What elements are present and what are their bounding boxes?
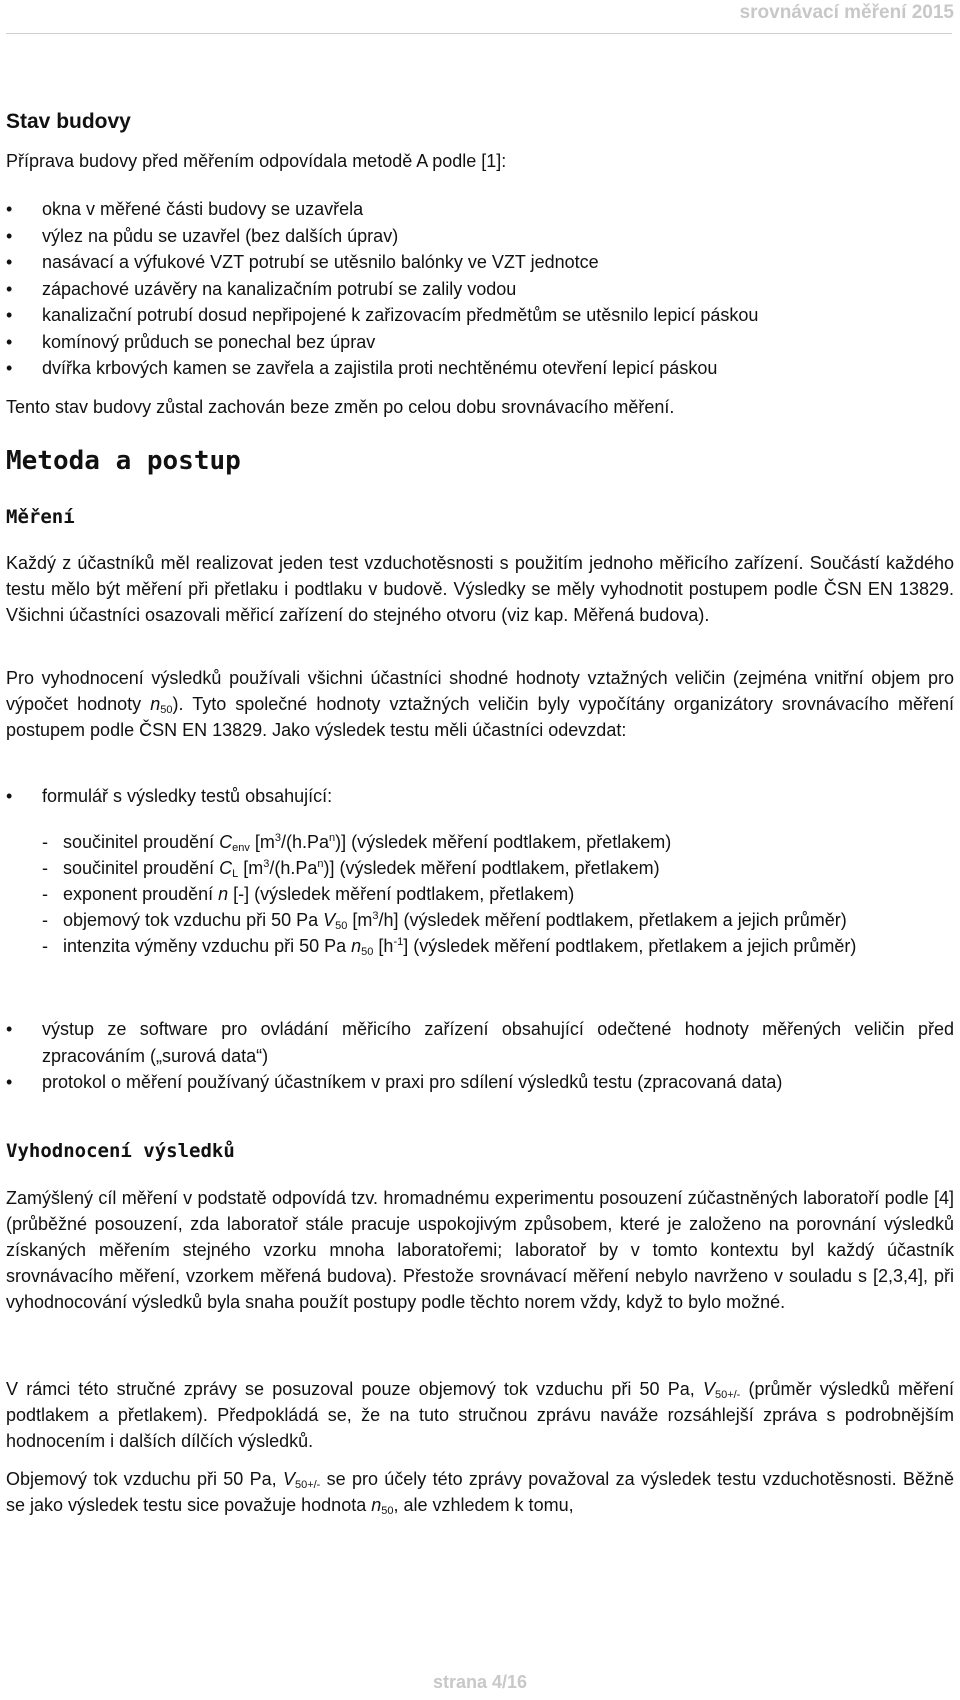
vyhodnoceni-paragraph-2: V rámci této stručné zprávy se posuzoval pouze objemový tok vzduchu při 50 Pa, $V_{50+/-}$ (průměr výsledků měření podtlakem a přetlakem). Předpokládá se, že na tuto stručnou zprávu naváže rozsáhlejší zpráva s podrobnějším hodnocením i dalších dílčích výsledků. <box>6 1379 954 1451</box>
dash-icon: - <box>42 884 48 904</box>
list-item: • zápachové uzávěry na kanalizačním potrubí se zalily vodou <box>0 276 954 303</box>
bullet-icon: • <box>6 1072 13 1092</box>
list-item: • výlez na půdu se uzavřel (bez dalších úprav) <box>0 223 954 250</box>
list-item: • okna v měřené části budovy se uzavřela <box>0 196 954 223</box>
header-title: srovnávací měření 2015 <box>739 2 954 23</box>
header-divider <box>6 33 952 34</box>
stav-bullet-list <box>0 196 954 382</box>
dash-icon: - <box>42 858 48 878</box>
bullet-icon: • <box>6 331 13 352</box>
mereni-paragraph-1: Každý z účastníků měl realizovat jeden test vzduchotěsnosti s použitím jednoho měřicího zařízení. Součástí každého testu mělo být měření při přetlaku i podtlaku v budově. Výsledky se měly vyhodnotit postupem podle ČSN EN 13829. Všichni účastníci osazovali měřicí zařízení do stejného otvoru (viz kap. Měřená budova). <box>6 553 954 625</box>
vyhodnoceni-paragraph-1: Zamýšlený cíl měření v podstatě odpovídá tzv. hromadnému experimentu posouzení zúčastněných laboratoří podle [4] (průběžné posouzení, zda laboratoř stále pracuje uspokojivým způsobem, které je založeno na porovnání výsledků získaných měřením stejného vzorku mnoha laboratořemi; laboratoř by v tomto kontextu byl každý účastník srovnávacího měření, vzorkem měřená budova). Přestože srovnávací měření nebylo navrženo v souladu s [2,3,4], při vyhodnocování výsledků byla snaha použít postupy podle těchto norem vždy, když to bylo možné. <box>6 1188 954 1312</box>
dash-icon: - <box>42 936 48 956</box>
section-heading-stav-budovy: Stav budovy <box>6 110 131 133</box>
odevzdat-bullet-list <box>0 783 954 810</box>
dash-icon: - <box>42 910 48 930</box>
list-item: • nasávací a výfukové VZT potrubí se utěsnilo balónky ve VZT jednotce <box>0 249 954 276</box>
stav-closing: Tento stav budovy zůstal zachován beze změn po celou dobu srovnávacího měření. <box>6 397 675 417</box>
section-heading-metoda: Metoda a postup <box>6 446 241 476</box>
dash-icon: - <box>42 832 48 852</box>
list-item: - součinitel proudění $C_L$ $[m^3/(h.Pa^n)]$ (výsledek měření podtlakem, přetlakem) <box>0 855 954 881</box>
bullet-icon: • <box>6 358 13 378</box>
list-item: - součinitel proudění $C_{env}$ $[m^3/(h.Pa^n)]$ (výsledek měření podtlakem, přetlakem) <box>0 829 954 855</box>
page-number: strana 4/16 <box>432 1672 528 1692</box>
bullet-icon: • <box>6 278 13 299</box>
stav-intro: Příprava budovy před měřením odpovídala metodě A podle [1]: <box>6 151 507 171</box>
list-item: • protokol o měření používaný účastníkem v praxi pro sdílení výsledků testu (zpracovaná data) <box>0 1069 954 1096</box>
vystupy-bullet-list <box>0 1016 954 1096</box>
bullet-icon: • <box>6 252 13 272</box>
bullet-icon: • <box>6 786 13 806</box>
list-item: • výstup ze software pro ovládání měřicího zařízení obsahující odečtené hodnoty měřených veličin před zpracováním („surová data“) <box>0 1016 954 1069</box>
subsection-heading-mereni: Měření <box>6 506 75 528</box>
list-item: • dvířka krbových kamen se zavřela a zajistila proti nechtěnému otevření lepicí páskou <box>0 355 954 382</box>
mereni-paragraph-2: Pro vyhodnocení výsledků používali všichni účastníci shodné hodnoty vztažných veličin (zejména vnitřní objem pro výpočet hodnoty $n_{50}$). Tyto společné hodnoty vztažných veličin byly vypočítány organizátory srovnávacího měření postupem podle ČSN EN 13829. Jako výsledek testu měli účastníci odevzdat: <box>6 668 955 740</box>
list-item: • kanalizační potrubí dosud nepřipojené k zařizovacím předmětům se utěsnilo lepicí páskou <box>0 302 954 329</box>
list-item: - objemový tok vzduchu při 50 Pa $V_{50}$ $[m^3/h]$ (výsledek měření podtlakem, přetlakem a jejich průměr) <box>0 907 954 933</box>
bullet-icon: • <box>6 1019 13 1039</box>
bullet-icon: • <box>6 225 13 246</box>
list-item: • komínový průduch se ponechal bez úprav <box>0 329 954 356</box>
list-item: • formulář s výsledky testů obsahující: <box>0 783 954 810</box>
bullet-icon: • <box>6 305 13 325</box>
bullet-icon: • <box>6 199 13 219</box>
subsection-heading-vyhodnoceni: Vyhodnocení výsledků <box>6 1140 235 1162</box>
formular-dash-list <box>0 829 954 959</box>
list-item: - intenzita výměny vzduchu při 50 Pa $n_{50}$ $[h^{-1}]$ (výsledek měření podtlakem, přetlakem a jejich průměr) <box>0 933 954 959</box>
vyhodnoceni-paragraph-3: Objemový tok vzduchu při 50 Pa, $V_{50+/-}$ se pro účely této zprávy považoval za výsledek testu vzduchotěsnosti. Běžně se jako výsledek testu sice považuje hodnota $n_{50}$, ale vzhledem k tomu, <box>6 1469 954 1517</box>
list-item: - exponent proudění n [-] (výsledek měření podtlakem, přetlakem) <box>0 881 954 907</box>
